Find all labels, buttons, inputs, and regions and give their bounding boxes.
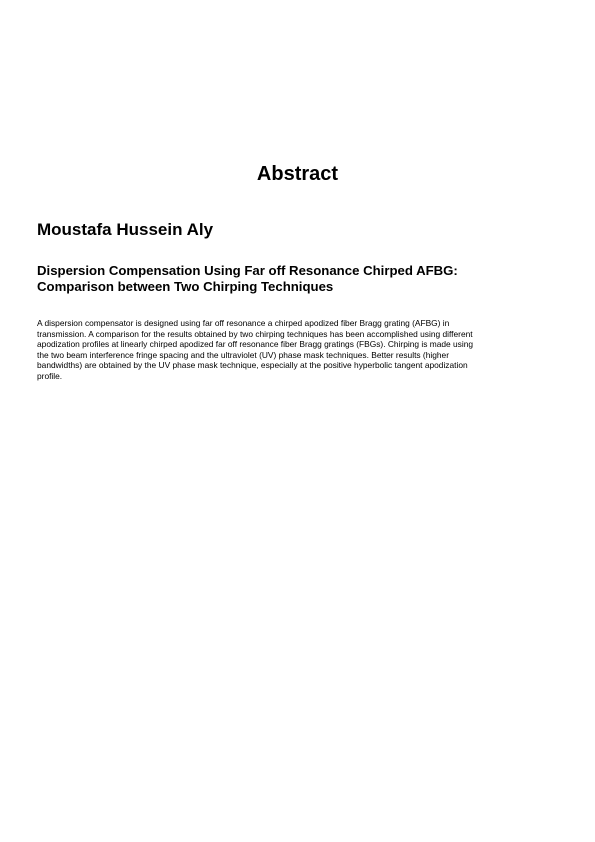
abstract-line: the two beam interference fringe spacing and the ultraviolet (UV) phase mask techniques. Better results (higher — [37, 349, 449, 360]
abstract-line: bandwidths) are obtained by the UV phase mask technique, especially at the positive hyperbolic tangent apodization — [37, 360, 468, 371]
paper-title-line: Comparison between Two Chirping Techniques — [37, 279, 334, 294]
abstract-line: A dispersion compensator is designed using far off resonance a chirped apodized fiber Bragg grating (AFBG) in — [37, 318, 450, 328]
abstract-line: profile. — [37, 370, 63, 381]
author-name: Moustafa Hussein Aly — [37, 220, 214, 239]
paper-title-line: Dispersion Compensation Using Far off Resonance Chirped AFBG: — [37, 263, 458, 278]
abstract-heading: Abstract — [256, 163, 339, 185]
abstract-line: apodization profiles at linearly chirped apodized far off resonance fiber Bragg gratings (FBGs). Chirping is made using — [37, 339, 474, 350]
paper-title — [37, 263, 567, 295]
abstract-body — [37, 318, 567, 382]
abstract-line: transmission. A comparison for the results obtained by two chirping techniques has been accomplished using different — [37, 328, 473, 339]
